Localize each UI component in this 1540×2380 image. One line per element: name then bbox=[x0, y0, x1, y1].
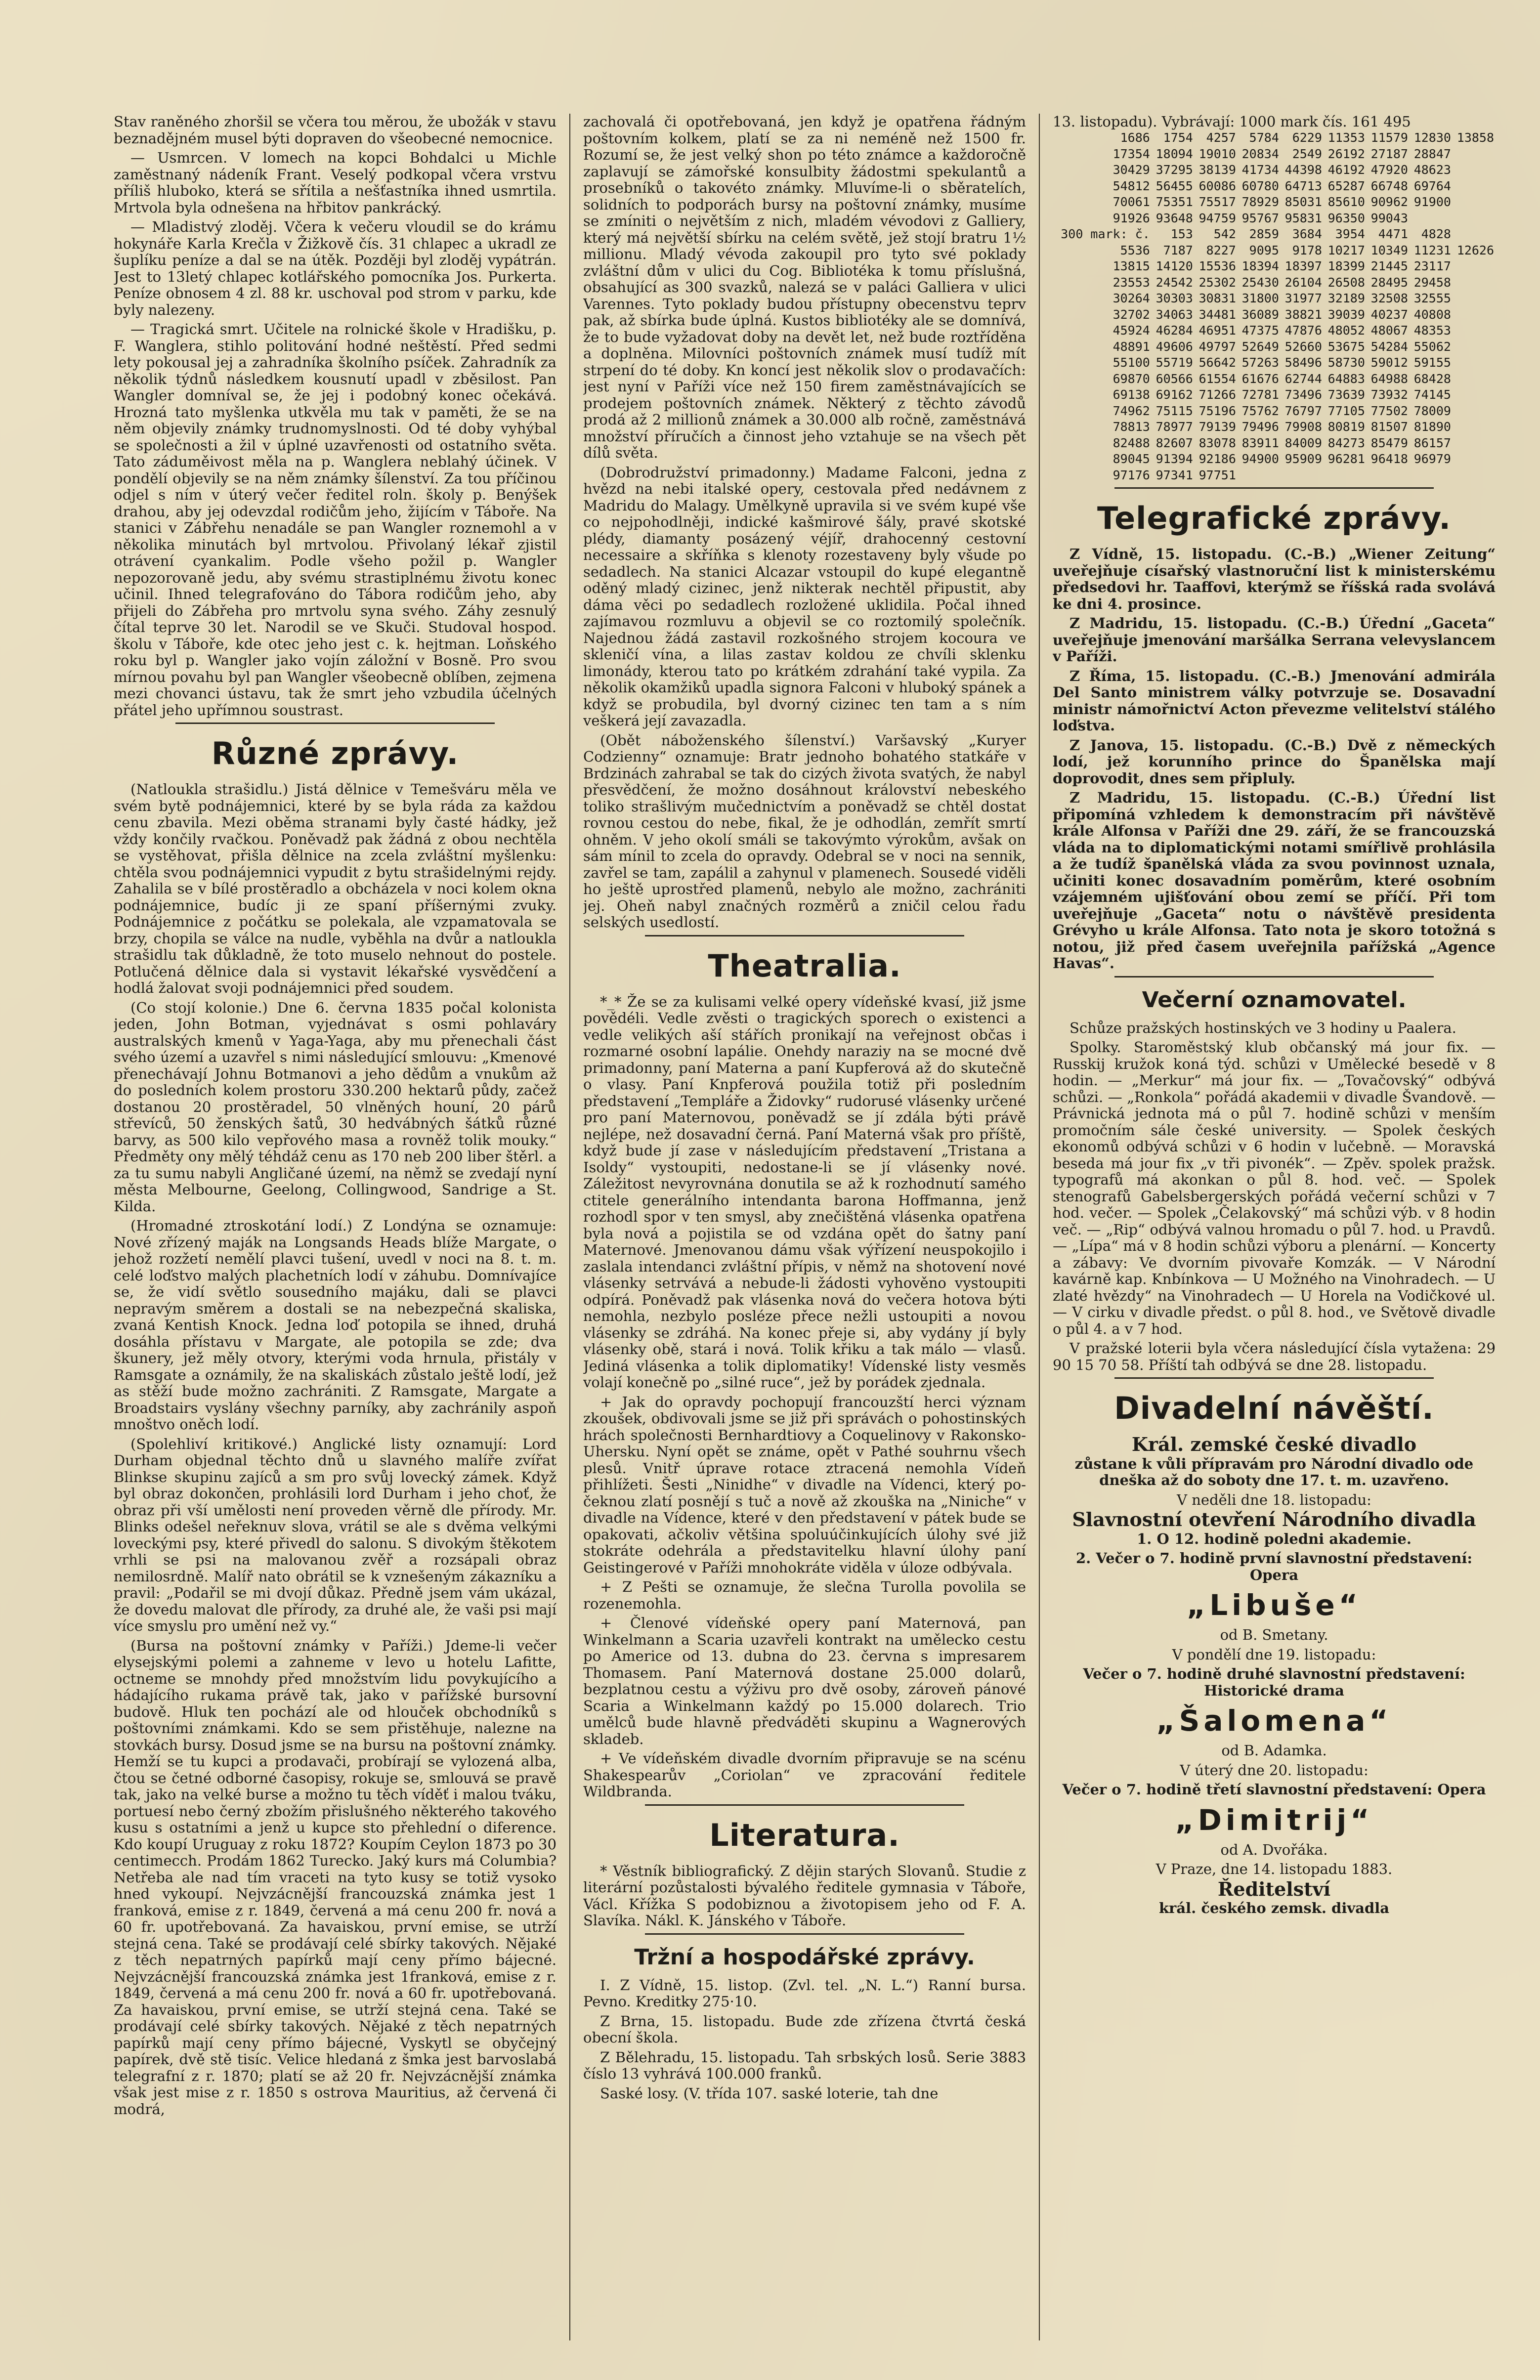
lottery-header: 13. listopadu). Vybrávají: 1000 mark čís. 161 495 bbox=[1053, 114, 1411, 130]
lottery-number: 11231 bbox=[1413, 243, 1451, 257]
lottery-row bbox=[1053, 371, 1496, 387]
article-paragraph: — Tragická smrt. Učitele na rolnické škole v Hradišku, p. F. Wanglera, stihlo politování hodné neštěstí. Před sedmi lety pokousal jej a zahradníka školního psíček. Zahradník za několik týdnů následkem kousnutí upadl v zběsilost. Pan Wangler domníval se, že jej i podobný konec očekává. Hrozná tato myšlenka utkvěla mu tak v paměti, že se na něm objevily známky trudnomyslnosti. Od té doby vyhýbal se společnosti a žil v úplné uzavřenosti od ostatního světa. Tato záduměivost měla na p. Wanglera neblahý účinek. V pondělí objevily se na něm známky šílenství. Za tou příčinou odjel s ním v úterý večer ředitel roln. školy p. Benýšek drahou, aby jej odevzdal rodičům jeho, žijícím v Táboře. Na stanici v Zábřehu nenadále se pan Wangler roznemohl a v několika minutách byl mrtvolou. Přivolaný lékař zjistil otrávení cyankalim. Podle všeho požil p. Wangler nepozorovaně jedu, aby svému strastiplnému životu konec učinil. Ihned telegrafováno do Tábora rodičům jeho, aby přijeli do Zábřeha pro mrtvolu syna svého. Záhy zesnulý čítal teprve 30 let. Narodil se ve Skuči. Studoval hospod. školu v Táboře, kde otec jeho jest c. k. hejtman. Loňského roku byl p. Wangler jako vojín záložní v Bosně. Pro svou mírnou povahu byl pan Wangler všeobecně oblíben, zejmena mezi chovanci ústavu, tak že smrt jeho vzbudila účelných přátel jeho upřímnou soustrast. bbox=[114, 321, 557, 719]
column-2 bbox=[583, 114, 1026, 2340]
lottery-row bbox=[1053, 146, 1496, 163]
lottery-number: 30264 bbox=[1112, 291, 1150, 305]
lottery-number: 9178 bbox=[1292, 243, 1322, 257]
lottery-number: 19010 bbox=[1198, 146, 1236, 161]
lottery-number: 97751 bbox=[1198, 468, 1236, 482]
divider bbox=[1114, 1377, 1433, 1379]
lottery-number: 13858 bbox=[1456, 130, 1495, 145]
article-paragraph: V pražské loterii byla včera následující čísla vytažena: 29 90 15 70 58. Příští tah odbývá se dne 28. listopadu. bbox=[1053, 1340, 1496, 1373]
lottery-number: 73932 bbox=[1370, 387, 1408, 402]
lottery-number: 93648 bbox=[1155, 211, 1193, 225]
lottery-number: 26508 bbox=[1327, 275, 1365, 290]
lottery-number: 27187 bbox=[1370, 146, 1408, 161]
lottery-number: 77105 bbox=[1327, 403, 1365, 418]
lottery-number: 39039 bbox=[1327, 307, 1365, 322]
lottery-row bbox=[1053, 339, 1496, 355]
lottery-number: 34063 bbox=[1155, 307, 1193, 322]
telegram-paragraph: Z Madridu, 15. listopadu. (C.-B.) Úřední „Gaceta“ uveřejňuje jmenování maršálka Serrana velevyslancem v Paříži. bbox=[1053, 615, 1496, 665]
lottery-number: 96418 bbox=[1370, 452, 1408, 466]
lottery-number: 25302 bbox=[1198, 275, 1236, 290]
lottery-number: 48353 bbox=[1413, 323, 1451, 338]
lottery-number: 73639 bbox=[1327, 387, 1365, 402]
lottery-number: 69870 bbox=[1112, 371, 1150, 386]
lottery-number: 82607 bbox=[1155, 435, 1193, 450]
lottery-number: 99043 bbox=[1370, 211, 1408, 225]
lottery-number: 68428 bbox=[1413, 371, 1451, 386]
section-heading: Tržní a hospodářské zprávy. bbox=[634, 1944, 975, 1970]
section-heading: Večerní oznamovatel. bbox=[1142, 987, 1407, 1013]
lottery-number: 69162 bbox=[1155, 387, 1193, 402]
lottery-number: 49797 bbox=[1198, 339, 1236, 354]
telegram-paragraph: Z Vídně, 15. listopadu. (C.-B.) „Wiener Zeitung“ uveřejňuje císařský vlastnoruční list k ministerskému předsedovi hr. Taaffovi, kterýmž se říšská rada svolává ke dni 4. prosince. bbox=[1053, 546, 1496, 612]
lottery-row bbox=[1053, 451, 1496, 468]
lottery-number: 85031 bbox=[1284, 195, 1322, 209]
lottery-number: 32555 bbox=[1413, 291, 1451, 305]
lottery-number: 95767 bbox=[1241, 211, 1279, 225]
article-paragraph: Z Bělehradu, 15. listopadu. Tah srbských losů. Serie 3883 číslo 13 vyhrává 100.000 franků. bbox=[583, 2048, 1027, 2082]
signoff-org: král. českého zemsk. divadla bbox=[1158, 1900, 1390, 1916]
lottery-number: 47920 bbox=[1370, 163, 1408, 177]
lottery-number: 57263 bbox=[1241, 355, 1279, 370]
programme-line: Večer o 7. hodině třetí slavnostní představení: Opera bbox=[1062, 1781, 1486, 1798]
lottery-number: 53675 bbox=[1327, 339, 1365, 354]
lottery-number: 79908 bbox=[1284, 420, 1322, 434]
lottery-number: 9095 bbox=[1249, 243, 1279, 257]
lottery-number: 64988 bbox=[1370, 371, 1408, 386]
lottery-number: 41734 bbox=[1241, 163, 1279, 177]
lottery-number: 65287 bbox=[1327, 178, 1365, 193]
divider bbox=[175, 722, 494, 724]
divider bbox=[645, 1804, 964, 1806]
article-paragraph: (Spolehliví kritikové.) Anglické listy oznamují: Lord Durham objednal těchto dnů u slavného malíře zvířat Blinkse skupinu zajíců a sm pro svůj lovecký zámek. Když byl obraz dokončen, prohlásili lord Durham i jeho choť, že obraz při vší umělosti není proveden věrně dle přírody. Mr. Blinks odešel neřeknuv slova, vrátil se ale s dvěma velkými loveckými psy, které přivedl do salonu. S divokým štěkotem vrhli se psi na malovanou zvěř a rozsápali obraz nemilosrdně. Malíř nato obrátil se k vznešeným zákazníku a pravil: „Podařil se mi dvojí důkaz. Předně jsem vám ukázal, že dovedu malovat dle přírody, za druhé ale, že vaši psi mají více smyslu pro umění než vy.“ bbox=[114, 1435, 557, 1634]
lottery-number: 46951 bbox=[1198, 323, 1236, 338]
lottery-number: 10349 bbox=[1370, 243, 1408, 257]
lottery-number: 55719 bbox=[1155, 355, 1193, 370]
lottery-number: 75762 bbox=[1241, 403, 1279, 418]
lottery-number: 95831 bbox=[1284, 211, 1322, 225]
divider bbox=[645, 1933, 964, 1935]
divider bbox=[1114, 487, 1433, 489]
lottery-number: 31977 bbox=[1284, 291, 1322, 305]
lottery-number: 89045 bbox=[1112, 452, 1150, 466]
lottery-number: 13815 bbox=[1112, 259, 1150, 273]
lottery-number: 46192 bbox=[1327, 163, 1365, 177]
column-rule bbox=[569, 114, 570, 2340]
lottery-number: 38139 bbox=[1198, 163, 1236, 177]
article-paragraph: I. Z Vídně, 15. listop. (Zvl. tel. „N. L.“) Ranní bursa. Pevno. Kreditky 275·10. bbox=[583, 1976, 1027, 2010]
lottery-number: 542 bbox=[1213, 227, 1236, 241]
divider bbox=[645, 935, 964, 936]
lottery-number: 5536 bbox=[1120, 243, 1150, 257]
lottery-number: 24542 bbox=[1155, 275, 1193, 290]
signoff-date: V Praze, dne 14. listopadu 1883. bbox=[1155, 1861, 1393, 1877]
lottery-number: 75517 bbox=[1198, 195, 1236, 209]
lottery-number: 52660 bbox=[1284, 339, 1322, 354]
column-3 bbox=[1053, 114, 1496, 2340]
article-paragraph: Saské losy. (V. třída 107. saské loterie, tah dne bbox=[600, 2084, 939, 2102]
lottery-row bbox=[1053, 194, 1496, 211]
lottery-row bbox=[1053, 419, 1496, 435]
lottery-number: 86157 bbox=[1413, 435, 1451, 450]
lottery-number: 91926 bbox=[1112, 211, 1150, 225]
lottery-number: 55100 bbox=[1112, 355, 1150, 370]
lottery-number: 1754 bbox=[1163, 130, 1193, 145]
section-heading: Různé zprávy. bbox=[211, 735, 459, 771]
programme-work: „Dimitrij“ bbox=[1175, 1803, 1373, 1837]
lottery-number: 26104 bbox=[1284, 275, 1322, 290]
lottery-number: 83911 bbox=[1241, 435, 1279, 450]
lottery-number: 96979 bbox=[1413, 452, 1451, 466]
lottery-row bbox=[1053, 323, 1496, 339]
article-paragraph: *_* Že se za kulisami velké opery vídeňské kvasí, již jsme povědéli. Vedle zvěsti o tragických sporech o existenci a vedle velikých aší stářích pronikají na veřejnost občas i rozmarné osobní lapálie. Onehdy naraziy na se mocné dvě primadonny, paní Materna a paní Kupferová až do skutečně o vlasy. Paní Knpferová použila totiž při posledním představení „Templáře a Židovky“ rudorusé vlásenky určené pro paní Maternovou, poněvadž se jí zdála býti právě nejlépe, než dosavadní černá. Paní Materná však pro příště, když bude jí zase v následujícím představení „Tristana a Isoldy“ vystoupiti, nedostane-li se jí vlásenky nové. Záležitost nevyrovnána donutila se až k rozhodnutí samého ctitele generálního intendanta barona Hoffmanna, jenž rozhodl spor v ten smysl, aby znečištěná vlásenka opatřena byla nová a pojistila se od vzdána opět do šatny paní Maternové. Jmenovanou dámu však výřízení neuspokojilo i zaslala intendanci zvláštní přípis, v němž na shotovení nové vlásenky setrvává a nebude-li žádosti vyhověno vystoupiti odpírá. Poněvadž pak vlásenka nová do večera hotova býti nemohla, nezbylo posléze přece nežli ustoupiti a novou vlásenky se zdráhá. Na konec přeje si, aby vydány jí byly vlásenky obě, stará i nová. Tolik křiku a tak málo — vlasů. Jediná vlásenka a tolik diplomatiky! Vídenské listy vesměs volají konečně po „silné ruce“, jež by porádek zjednala. bbox=[583, 993, 1027, 1391]
lottery-number: 18399 bbox=[1327, 259, 1365, 273]
lottery-number: 47876 bbox=[1284, 323, 1322, 338]
lottery-number: 74962 bbox=[1112, 403, 1150, 418]
lottery-number: 96281 bbox=[1327, 452, 1365, 466]
lottery-number: 7187 bbox=[1163, 243, 1193, 257]
lottery-row bbox=[1053, 468, 1496, 484]
section-heading: Literatura. bbox=[709, 1817, 900, 1853]
lottery-number: 58730 bbox=[1327, 355, 1365, 370]
lottery-number: 81890 bbox=[1413, 420, 1451, 434]
lottery-number: 300 mark: č. bbox=[1061, 227, 1150, 241]
lottery-number: 56455 bbox=[1155, 178, 1193, 193]
lottery-number: 59012 bbox=[1370, 355, 1408, 370]
article-paragraph: Stav raněného zhoršil se včera tou měrou, že ubožák v stavu beznadějném musel býti dopraven do všeobecné nemocnice. bbox=[114, 114, 557, 147]
lottery-number: 79496 bbox=[1241, 420, 1279, 434]
lottery-number: 28495 bbox=[1370, 275, 1408, 290]
lottery-number: 75115 bbox=[1155, 403, 1193, 418]
article-paragraph: (Co stojí kolonie.) Dne 6. června 1835 počal kolonista jeden, John Botman, vyjednávat s osmi pohlaváry australských kmenů v Yaga-Yaga, aby mu přenechali část svého území a uzavřel s nimi následující smlouvu: „Kmenové přenechávají Johnu Botmanovi a jeho dědům a vnukům až do posledních kolem prostoru 330.200 hektarů půdy, začež dostanou 20 prostěradel, 50 vlněných houní, 20 párů střevíců, 50 ženských šatů, 30 hedvábných šátků různé barvy, as 500 kilo vepřového masa a rovněž tolik mouky.“ Předměty ony mělý téhdáž cenu as 170 neb 200 liber štěrl. a za tu sumu nabyli Angličané území, na němž se zvedají nyní města Melbourne, Geelong, Collingwood, Sandrige a St. Kilda. bbox=[114, 999, 557, 1215]
lottery-number: 56642 bbox=[1198, 355, 1236, 370]
lottery-number: 30303 bbox=[1155, 291, 1193, 305]
lottery-number: 45924 bbox=[1112, 323, 1150, 338]
lottery-row bbox=[1053, 403, 1496, 420]
lottery-number: 46284 bbox=[1155, 323, 1193, 338]
article-paragraph: — Mladistvý zloděj. Včera k večeru vloudil se do krámu hokynáře Karla Krečla v Žižkově čís. 31 chlapec a ukradl ze šuplíku peníze a dal se na útěk. Později byl zloděj vypátrán. Jest to 13letý chlapec kotlářského pomocníka Jos. Purkerta. Peníze obnosem 4 zl. 88 kr. uschoval pod strom v parku, kde byly nalezeny. bbox=[114, 218, 557, 318]
lottery-number: 62744 bbox=[1284, 371, 1322, 386]
lottery-row bbox=[1053, 275, 1496, 291]
lottery-number: 78929 bbox=[1241, 195, 1279, 209]
lottery-number: 17354 bbox=[1112, 146, 1150, 161]
lottery-number: 52649 bbox=[1241, 339, 1279, 354]
lottery-number: 55062 bbox=[1413, 339, 1451, 354]
lottery-number: 48891 bbox=[1112, 339, 1150, 354]
lottery-number: 8227 bbox=[1206, 243, 1236, 257]
article-paragraph: (Dobrodružství primadonny.) Madame Falconi, jedna z hvězd na nebi italské opery, cestovala před nedávnem z Madridu do Malagy. Umělkyně upravila si ve svém kupé vše co nejpohodlněji, indické kašmirové šály, pravé skotské plédy, diamanty posázený véjíř, drahocenný cestovní necessaire a skříňka s klenoty rozestaveny byly všude po sedadlech. Na stanici Alcazar vstoupil do kupé elegantně oděný mladý cizinec, jenž nikterak nechtěl připustit, aby dáma věci po sedadlech rozložené uklidila. Počal ihned zajímavou rozmluvu a objevil se co roztomilý společník. Najednou žádá zastavil rozkošného strojem kocoura ve skleničí vína, a lilas zastav koldou ze chvíli sklenku limonády, kterou tato po krátkém zdrahání také vypila. Za několik okamžiků upadla signora Falconi v hluboký spánek a když se probudila, byl dvorný cizinec ten tam a s ním veškerá její zavazadla. bbox=[583, 464, 1027, 729]
programme-line: 1. O 12. hodině poledni akademie. bbox=[1137, 1530, 1412, 1547]
programme-line: 2. Večer o 7. hodině první slavnostní představení: Opera bbox=[1075, 1550, 1473, 1583]
lottery-row bbox=[1053, 130, 1496, 146]
lottery-number: 64713 bbox=[1284, 178, 1322, 193]
lottery-number: 30429 bbox=[1112, 163, 1150, 177]
lottery-number: 11353 bbox=[1327, 130, 1365, 145]
lottery-number: 54284 bbox=[1370, 339, 1408, 354]
article-paragraph: + Z Pešti se oznamuje, že slečna Turolla povolila se rozenemohla. bbox=[583, 1578, 1027, 1612]
lottery-number: 47375 bbox=[1241, 323, 1279, 338]
lottery-number: 28847 bbox=[1413, 146, 1451, 161]
lottery-row bbox=[1053, 211, 1496, 227]
lottery-number: 92186 bbox=[1198, 452, 1236, 466]
lottery-number: 66748 bbox=[1370, 178, 1408, 193]
article-paragraph: zachovalá či opotřebovaná, jen když je opatřena řádným poštovním kolkem, platí se za ni neméně než 1500 fr. Rozumí se, že jest velký shon po této známce a každoročně zaplavují se zámořské konsulbity žádostmi spekulantů a prosebníků o takovéto známky. Mluvíme-li o sběratelích, solidních to podporách bursy na poštovní známky, musíme se zmíniti o největším z nich, mladém vévodovi z Galliery, který má největší sbírku na celém světě, jež stojí bratru 1½ millionu. Mladý vévoda zakoupil pro tyto své poklady zvláštní dům v ulici du Cog. Bibliotéka k tomu příslušná, obsahující as 300 svazků, nalezá se v paláci Galliera v ulici Varennes. Tyto poklady budou přístupny obecenstvu teprv pak, až sbírka bude úplná. Kustos bibliotéky ale se domnívá, že to bude vyžadovat doby na devět let, než bude roztříděna a doplněna. Milovníci poštovních známek musí tudíž mít strpení do té doby. Kn koncí jest několik slov o prodavačích: jest nyní v Paříži více než 150 firem zaměstnávajících se prodejem poštovních známek. Některý z těchto závodů prodá až 2 millionů známek a 30.000 alb ročně, zaměstnává množství příručích a činnost jeho vztahuje se na všech pět dílů světa. bbox=[583, 114, 1027, 461]
section-heading: Telegrafické zprávy. bbox=[1097, 500, 1451, 536]
lottery-number: 71266 bbox=[1198, 387, 1236, 402]
lottery-number: 5784 bbox=[1249, 130, 1279, 145]
lottery-number: 32508 bbox=[1370, 291, 1408, 305]
programme-work: „Libuše“ bbox=[1187, 1588, 1362, 1622]
programme-date: V úterý dne 20. listopadu: bbox=[1180, 1761, 1369, 1779]
lottery-number: 79139 bbox=[1198, 420, 1236, 434]
theatre-name: Král. zemské české divadlo bbox=[1131, 1433, 1417, 1455]
lottery-number: 91900 bbox=[1413, 195, 1451, 209]
lottery-number: 12626 bbox=[1456, 243, 1495, 257]
programme-author: od B. Adamka. bbox=[1221, 1742, 1327, 1759]
lottery-number: 18394 bbox=[1241, 259, 1279, 273]
lottery-number: 23553 bbox=[1112, 275, 1150, 290]
article-paragraph: — Usmrcen. V lomech na kopci Bohdalci u Michle zaměstnaný nádeník Frant. Veselý podkopal včera vrstvu příliš hluboko, která se sřítila a nešťastníka ihned usmrtila. Mrtvola byla odnešena na hřbitov pankrácký. bbox=[114, 149, 557, 216]
lottery-number: 81507 bbox=[1370, 420, 1408, 434]
lottery-number: 64883 bbox=[1327, 371, 1365, 386]
lottery-row bbox=[1053, 435, 1496, 452]
lottery-number: 34481 bbox=[1198, 307, 1236, 322]
article-paragraph: (Natloukla strašidlu.) Jistá dělnice v Temešváru měla ve svém bytě podnájemnici, které by se byla ráda za každou cenu zbavila. Mezi oběma stranami byly časté hádky, jež vždy končily rvačkou. Poněvadž pak žádná z obou nechtěla se vystěhovat, přišla dělnice na zcela zvláštní myšlenku: chtěla svou podnájemnici vypudit z bytu strašidelnými rejdy. Zahalila se v bílé prostěradlo a obcházela v noci kolem okna podnájemnice, budíc ji ze spaní příšernými zvuky. Podnájemnice z počátku se polekala, ale vzpamatovala se brzy, chopila se válce na nudle, vyběhla na dvůr a natloukla strašidlu tak důkladně, že toto muselo nehnout do postele. Potlučená dělnice dala si vystavit lékařské vysvědčení a hodlá žalovat svoji podnájemnici před soudem. bbox=[114, 781, 557, 996]
lottery-number: 76797 bbox=[1284, 403, 1322, 418]
lottery-number: 60086 bbox=[1198, 178, 1236, 193]
lottery-row bbox=[1053, 226, 1496, 243]
lottery-number: 77502 bbox=[1370, 403, 1408, 418]
programme-author: od A. Dvořáka. bbox=[1220, 1841, 1328, 1858]
lottery-number: 69764 bbox=[1413, 178, 1451, 193]
lottery-number: 18397 bbox=[1284, 259, 1322, 273]
signoff-title: Ředitelství bbox=[1217, 1877, 1331, 1900]
lottery-number: 48623 bbox=[1413, 163, 1451, 177]
lottery-number: 74145 bbox=[1413, 387, 1451, 402]
lottery-row bbox=[1053, 307, 1496, 323]
lottery-number: 91394 bbox=[1155, 452, 1193, 466]
column-1 bbox=[114, 114, 556, 2340]
article-paragraph: (Hromadné ztroskotání lodí.) Z Londýna se oznamuje: Nové zřízený maják na Longsands Heads blíže Margate, o jehož rozžetí nemělí plavci tušení, uvedl v noci na 8. t. m. celé loďstvo malých plachetních lodí v záhubu. Domnívajíce se, že vidí světlo sousedního majáku, dali se plavci nepravým směrem a dostali se na nebezpečná skaliska, zvaná Kentish Knock. Jedna loď potopila se ihned, druhá dosáhla přístavu v Margate, ale potopila se zde; dva škunery, jež měly otvory, kterými voda hrnula, přistály v Ramsgate a oznámily, že na skaliskách zůstalo ještě lodí, jež as stěží bude možno zachrániti. Z Ramsgate, Margate a Broadstairs vyslány všechny parníky, aby zachránily aspoň mnoštvo oněch lodí. bbox=[114, 1217, 557, 1433]
telegram-paragraph: Z Madridu, 15. listopadu. (C.-B.) Úřední list připomíná vzhledem k demonstracím při návštěvě krále Alfonsa v Paříži dne 29. září, že se francouzská vláda na to diplomatickými notami smířlivě prohlásila a že tudíž španělská vláda za svou povinnost uznala, učiniti konec dosavadním poměrům, které osobním vzájemném ujišťování obou zemí se příčí. Při tom uveřejňuje „Gaceta“ notu o návštěvě presidenta Grévyho u krále Alfonsa. Tato nota je skoro totožná s notou, již před časem uveřejnila pařížská „Agence Havas“. bbox=[1053, 789, 1496, 972]
lottery-number: 36089 bbox=[1241, 307, 1279, 322]
lottery-number: 73496 bbox=[1284, 387, 1322, 402]
lottery-number: 48052 bbox=[1327, 323, 1365, 338]
telegram-paragraph: Z Říma, 15. listopadu. (C.-B.) Jmenování admirála Del Santo ministrem války potvrzuje se. Dosavadní ministr námořnictví Acton převezme velitelství stálého loďstva. bbox=[1053, 667, 1496, 734]
lottery-number: 4257 bbox=[1206, 130, 1236, 145]
lottery-number: 38821 bbox=[1284, 307, 1322, 322]
divider bbox=[1114, 976, 1433, 978]
lottery-number: 40237 bbox=[1370, 307, 1408, 322]
lottery-number: 97176 bbox=[1112, 468, 1150, 482]
lottery-number: 70061 bbox=[1112, 195, 1150, 209]
section-heading: Theatralia. bbox=[708, 947, 901, 984]
lottery-number: 26192 bbox=[1327, 146, 1365, 161]
lottery-number: 12830 bbox=[1413, 130, 1451, 145]
lottery-number: 49606 bbox=[1155, 339, 1193, 354]
lottery-number: 94759 bbox=[1198, 211, 1236, 225]
lottery-number: 11579 bbox=[1370, 130, 1408, 145]
lottery-row bbox=[1053, 258, 1496, 275]
lottery-row bbox=[1053, 243, 1496, 259]
lottery-number: 96350 bbox=[1327, 211, 1365, 225]
lottery-number: 54812 bbox=[1112, 178, 1150, 193]
lottery-number: 10217 bbox=[1327, 243, 1365, 257]
lottery-number: 40808 bbox=[1413, 307, 1451, 322]
lottery-number: 72781 bbox=[1241, 387, 1279, 402]
programme-date: V neděli dne 18. listopadu: bbox=[1177, 1491, 1371, 1508]
lottery-number: 44398 bbox=[1284, 163, 1322, 177]
lottery-number: 60780 bbox=[1241, 178, 1279, 193]
lottery-number: 83078 bbox=[1198, 435, 1236, 450]
telegram-paragraph: Z Janova, 15. listopadu. (C.-B.) Dvě z německých lodí, jež korunního prince do Španělska mají doprovodit, dnes sem připluly. bbox=[1053, 736, 1496, 787]
lottery-number: 14120 bbox=[1155, 259, 1193, 273]
lottery-number: 31800 bbox=[1241, 291, 1279, 305]
lottery-number: 85610 bbox=[1327, 195, 1365, 209]
lottery-number: 60566 bbox=[1155, 371, 1193, 386]
lottery-number: 15536 bbox=[1198, 259, 1236, 273]
lottery-number: 32702 bbox=[1112, 307, 1150, 322]
lottery-number: 80819 bbox=[1327, 420, 1365, 434]
section-heading: Divadelní návěští. bbox=[1114, 1390, 1434, 1426]
programme-line: Večer o 7. hodině druhé slavnostní představení: Historické drama bbox=[1083, 1665, 1465, 1699]
theatre-note: zůstane k vůli přípravám pro Národní divadlo ode dneška až do soboty dne 17. t. m. uzavřeno. bbox=[1074, 1455, 1474, 1488]
lottery-number: 153 bbox=[1170, 227, 1193, 241]
programme-title: Slavnostní otevření Národního divadla bbox=[1072, 1508, 1476, 1530]
lottery-number: 29458 bbox=[1413, 275, 1451, 290]
lottery-number: 97341 bbox=[1155, 468, 1193, 482]
lottery-number: 95909 bbox=[1284, 452, 1322, 466]
lottery-table bbox=[1053, 130, 1496, 483]
lottery-number: 94900 bbox=[1241, 452, 1279, 466]
article-paragraph: (Bursa na poštovní známky v Paříži.) Jdeme-li večer elysejskými polemi a zahneme v levo u hotelu Lafitte, octneme se mnohdy před množstvím lidu povykujícího a hádajícího rukama právě tak, jako v pařížské bursovní budově. Hluk ten pochází ale od hlouček obchodníků s poštovními známkami. Kdo se sem přistěhuje, nalezne na stovkách bursy. Dosud jsme se na bursu na poštovní známky. Hemží se tu kupci a prodavači, probírají se vylozená alba, čtou se četné odborné časopisy, rokuje se, smlouvá se pravě tak, jako na velké burse a možno tu těch víděť i malou tváku, portuesí nebo černý zbožím přislušného některého takového kusu s ostatními a jenž u kupce sto přehlední o diference. Kdo koupí Uruguay z roku 1872? Koupím Ceylon 1873 po 30 centimecch. Prodám 1862 Turecko. Jaký kurs má Columbia? Netřeba ale nad tím vraceti na tyto kusy se totiž vysoko hned vykoupí. Nejvzácnější francouzská známka jest 1 franková, emise z r. 1849, červená a má cenu 200 fr. nová a 60 fr. upotřebovaná. Za havaiskou, první emise, se utrží stejná cena. Také se prodávají celé sbírky takových. Nějaké z těch nepatrných papírků mají ceny přímo bájecné. Nejvzácnější francouzská známka jest 1franková, emise z r. 1849, červená a má cenu 200 fr. nová a 60 fr. upotřebovaná. Za havaiskou, první emise, se utrží stejná cena. Také se prodávají celé sbírky takových. Nějaké z těch nepatrných papírků mají ceny přímo bájecné, Vyskytl se obyčejný papírek, dvě stě tisíc. Velice hledaná z šmka jest barvoslabá telegrafní z r. 1870; platí se až 20 fr. Nejvzácnější známka však jest mise z r. 1850 s ostrova Mauritius, až červená či modrá, bbox=[114, 1637, 557, 2118]
lottery-number: 78009 bbox=[1413, 403, 1451, 418]
lottery-number: 78977 bbox=[1155, 420, 1193, 434]
lottery-number: 25430 bbox=[1241, 275, 1279, 290]
lottery-number: 85479 bbox=[1370, 435, 1408, 450]
lottery-number: 23117 bbox=[1413, 259, 1451, 273]
lottery-number: 75196 bbox=[1198, 403, 1236, 418]
lottery-number: 75351 bbox=[1155, 195, 1193, 209]
article-paragraph: Schůze pražských hostinských ve 3 hodiny u Paalera. bbox=[1069, 1019, 1456, 1036]
lottery-number: 90962 bbox=[1370, 195, 1408, 209]
lottery-number: 37295 bbox=[1155, 163, 1193, 177]
lottery-number: 61676 bbox=[1241, 371, 1279, 386]
article-paragraph: + Ve vídeňském divadle dvorním připravuje se na scénu Shakespearův „Coriolan“ ve zpracování ředitele Wildbranda. bbox=[583, 1750, 1027, 1800]
article-paragraph: + Jak do opravdy pochopují francouzští herci význam zkoušek, obdivovali jsme se již při správách o pohostinských hrách společnosti Bernhardtiovy a Coquelinovy v Rakonsko-Uhersku. Nyní opět se známe, opět v Pathé souhrnu všech plesů. Vnitř úprave rotace ztracená nemohla Vídeň přihlížeti. Šesti „Ninidhe“ v divadle na Vídenci, který po-čeknou zlatí posnějí s tuč a nově až zkouška na „Niniche“ v divadle na Vídence, které v den představení v pátek bude se opakovati, ačkoliv většina spoluúčinkujících úlohy své již stokráte odehrála a představitelku hlavní úlohy paní Geistingerové v Paříži mnohokráte viděla v úloze odbývala. bbox=[583, 1393, 1027, 1576]
lottery-number: 3954 bbox=[1335, 227, 1365, 241]
article-paragraph: * Věstník bibliografický. Z dějin starých Slovanů. Studie z literární pozůstalosti bývalého ředitele gymnasia v Táboře, Václ. Křížka S podobiznou a životopisem jeho od F. A. Slavíka. Nákl. K. Jánského v Táboře. bbox=[583, 1862, 1027, 1929]
programme-author: od B. Smetany. bbox=[1220, 1626, 1328, 1643]
lottery-number: 21445 bbox=[1370, 259, 1408, 273]
lottery-row bbox=[1053, 178, 1496, 195]
lottery-number: 2859 bbox=[1249, 227, 1279, 241]
lottery-number: 4828 bbox=[1421, 227, 1451, 241]
programme-work: „Šalomena“ bbox=[1156, 1704, 1392, 1738]
lottery-number: 69138 bbox=[1112, 387, 1150, 402]
lottery-row bbox=[1053, 291, 1496, 307]
lottery-number: 61554 bbox=[1198, 371, 1236, 386]
lottery-number: 84009 bbox=[1284, 435, 1322, 450]
lottery-row bbox=[1053, 162, 1496, 178]
lottery-number: 58496 bbox=[1284, 355, 1322, 370]
lottery-number: 84273 bbox=[1327, 435, 1365, 450]
lottery-row bbox=[1053, 387, 1496, 403]
lottery-number: 2549 bbox=[1292, 146, 1322, 161]
lottery-number: 32189 bbox=[1327, 291, 1365, 305]
article-paragraph: (Obět náboženského šílenství.) Varšavský „Kuryer Codzienny“ oznamuje: Bratr jednoho bohatého statkáře v Brdzinách zahrabal se tak do cizých života svatých, že nabyl přesvědčení, že možno dosáhnout království nebeského toliko strašlivým mučednictvím a poněvadž se chtěl dostat rovnou cestou do nebe, fikal, že je odhodlán, zemřít smrtí ohněm. V jeho okolí smáli se takovýmto výrokům, avšak on sám mínil to zcela do opravdy. Odebral se v noci na sennik, zavřel se tam, zapálil a zahynul v plamenech. Sousedé viděli ho ještě uprostřed plamenů, nebylo ale možno, zachrániti jej. Oheň nabyl značných rozměrů a zničil celou řadu selských usedlostí. bbox=[583, 731, 1027, 931]
lottery-number: 59155 bbox=[1413, 355, 1451, 370]
column-rule bbox=[1039, 114, 1040, 2340]
lottery-number: 4471 bbox=[1378, 227, 1408, 241]
programme-date: V pondělí dne 19. listopadu: bbox=[1172, 1646, 1376, 1663]
lottery-number: 30831 bbox=[1198, 291, 1236, 305]
lottery-number: 78813 bbox=[1112, 420, 1150, 434]
article-paragraph: + Členové vídeňské opery paní Maternová, pan Winkelmann a Scaria uzavřeli kontrakt na umělecko cestu po Americe od 13. dubna do 23. června s impresarem Thomasem. Paní Maternová dostane 25.000 dolarů, bezplatnou cestu a výživu pro dvě osoby, zároveň pánové Scaria a Winkelmann každý po 15.000 dolarech. Trio umělců bude hlavně předváděti skupinu a Wagnerových skladeb. bbox=[583, 1615, 1027, 1747]
lottery-row bbox=[1053, 355, 1496, 371]
lottery-number: 3684 bbox=[1292, 227, 1322, 241]
lottery-number: 20834 bbox=[1241, 146, 1279, 161]
lottery-number: 82488 bbox=[1112, 435, 1150, 450]
lottery-number: 6229 bbox=[1292, 130, 1322, 145]
article-paragraph: Spolky. Staroměstský klub občanský má jour fix. — Russkij kružok koná týd. schůzi v Umělecké besedě v 8 hodin. — „Merkur“ má jour fix. — „Tovačovský“ odbývá schůzi. — „Ronkola“ pořádá akademii v divadle Švandově. — Právnická jednota má o půl 7. hodině schůzi v menším promočním sále české university. — Spolek českých ekonomů odbývá schůzi v 6 hodin v lučebně. — Moravská beseda má jour fix „v tři pivonék“. — Zpěv. spolek pražsk. typografů má akonkan o půl 8. hod. več. — Spolek stenografů Gabelsbergerských pořádá večerní schůzi v 7 hod. večer. — Spolek „Čelakovský“ má schůzi výb. v 8 hodin več. — „Rip“ odbývá valnou hromadu o půl 7. hod. u Pravdů. — „Lípa“ má v 8 hodin schůzi výboru a plenární. — Koncerty a zábavy: Ve dvorním pivovaře Komzák. — V Národní kavárně kap. Knbínkova — U Možného na Vinohradech. — U zlaté hvězdy“ na Vinohradech — U Horela na Vodičkové ul. — V cirku v divadle předst. o půl 8. hod., ve Světově divadle o půl 4. a v 7 hod. bbox=[1053, 1039, 1496, 1337]
lottery-number: 1686 bbox=[1120, 130, 1150, 145]
article-paragraph: Z Brna, 15. listopadu. Bude zde zřízena čtvrtá česká obecní škola. bbox=[583, 2012, 1027, 2046]
lottery-number: 48067 bbox=[1370, 323, 1408, 338]
lottery-number: 18094 bbox=[1155, 146, 1193, 161]
